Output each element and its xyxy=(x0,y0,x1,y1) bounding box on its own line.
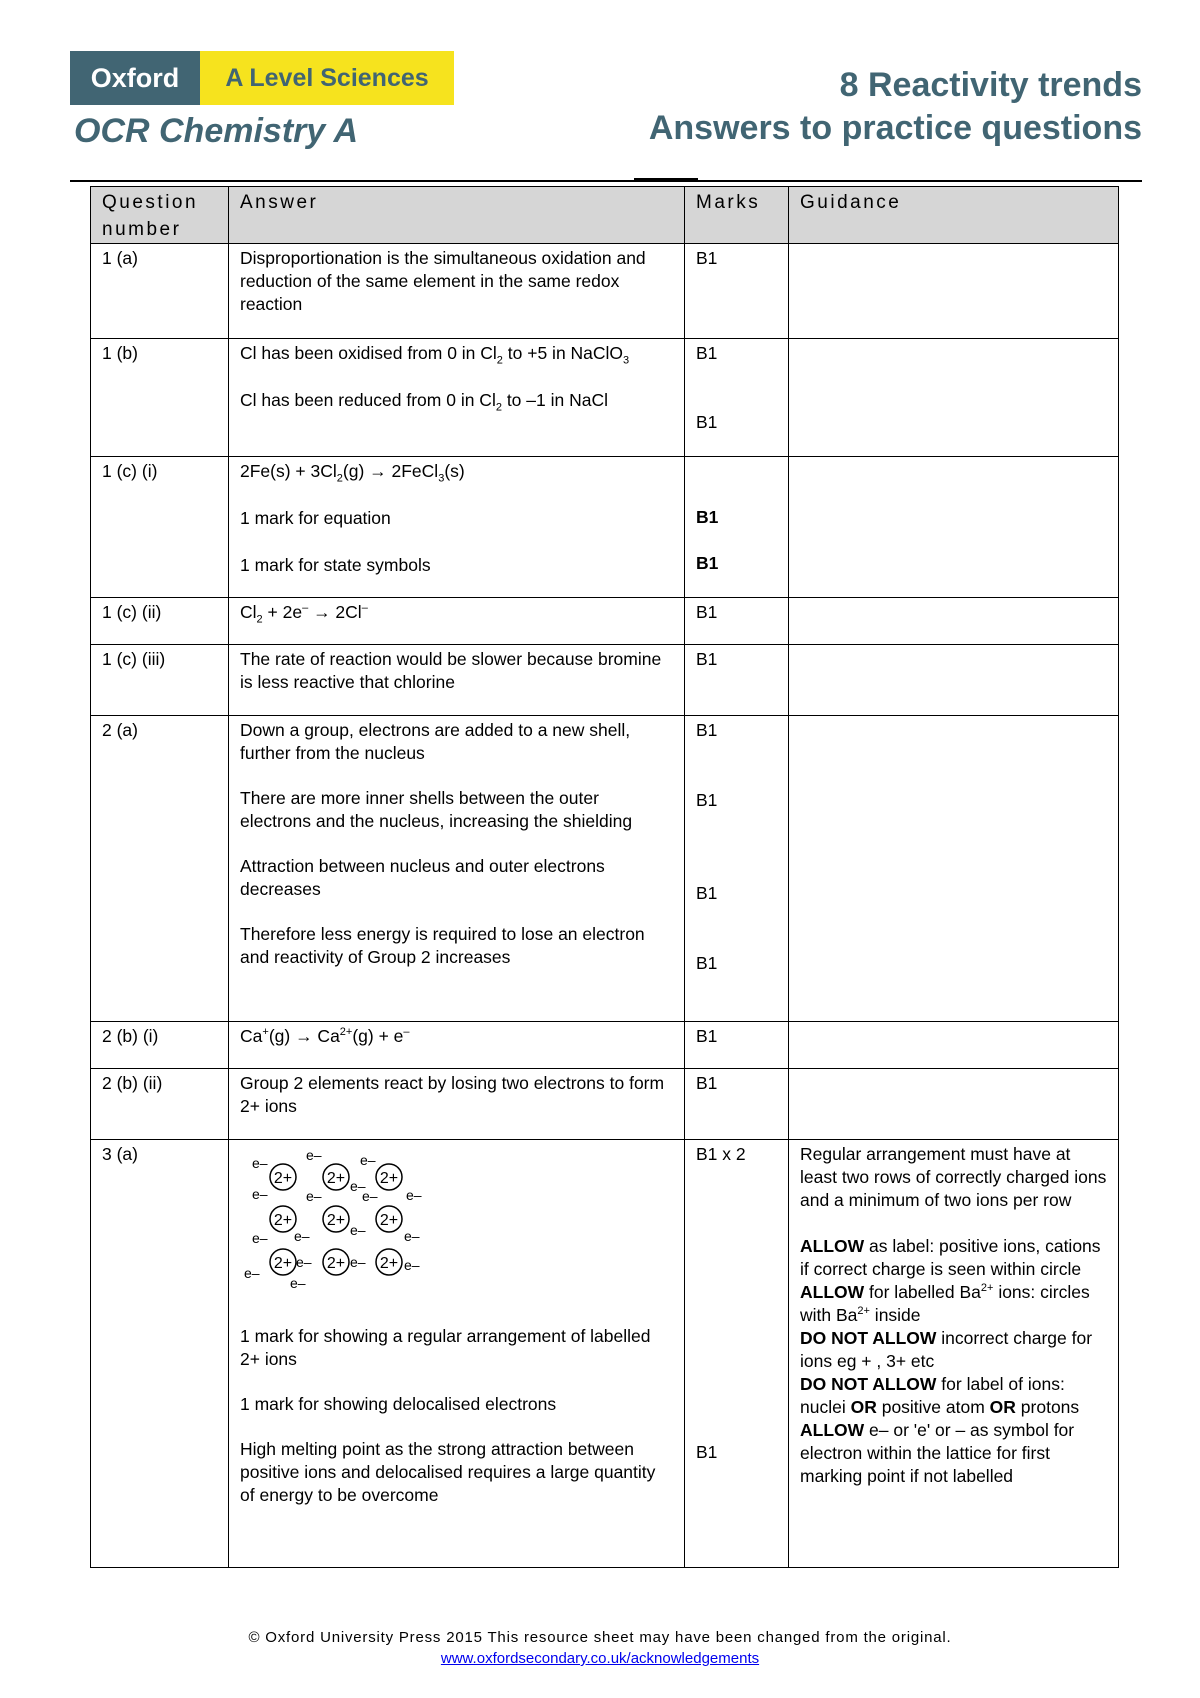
electron: e– xyxy=(252,1230,268,1246)
electron: e– xyxy=(404,1228,420,1244)
question-number: 1 (c) (ii) xyxy=(91,598,229,645)
table-row xyxy=(91,645,1119,716)
ion xyxy=(323,1206,349,1232)
ion xyxy=(376,1206,402,1232)
question-number: 2 (b) (i) xyxy=(91,1022,229,1069)
answer-point: Cl has been oxidised from 0 in $Cl_2$ to +5 in NaClO$_3$ xyxy=(240,343,630,367)
marks-cell: B1 xyxy=(685,645,789,716)
table-row xyxy=(91,457,1119,598)
table-row xyxy=(91,1069,1119,1140)
svg-text:2+: 2+ xyxy=(379,1255,399,1272)
guidance-cell xyxy=(789,1069,1119,1140)
table-row xyxy=(91,598,1119,645)
answer-cell: Group 2 elements react by losing two electrons to form 2+ ions xyxy=(229,1069,685,1140)
svg-text:2+: 2+ xyxy=(326,1212,346,1229)
acknowledgements-link[interactable]: www.oxfordsecondary.co.uk/acknowledgements xyxy=(440,1650,760,1667)
question-number: 1 (a) xyxy=(91,244,229,339)
header-divider xyxy=(70,180,1142,182)
electron: e– xyxy=(360,1152,376,1168)
header-guidance: Guidance xyxy=(789,187,1119,244)
marks-cell: B1 B1 B1 B1 xyxy=(685,716,789,1022)
document-title: Answers to practice questions xyxy=(648,109,1142,147)
answer-point: Cl has been reduced from 0 in $Cl_2$ to –1 in NaCl xyxy=(240,390,608,414)
electron: e– xyxy=(350,1222,366,1238)
guidance-cell xyxy=(789,457,1119,598)
header-marks: Marks xyxy=(685,187,789,244)
table-header-row xyxy=(91,187,1119,244)
ion xyxy=(323,1164,349,1190)
marks-cell: B1 xyxy=(685,244,789,339)
electron: e– xyxy=(362,1188,378,1204)
marks-cell: B1 B1 xyxy=(685,457,789,598)
table-row xyxy=(91,244,1119,339)
marks-cell: B1 B1 xyxy=(685,339,789,457)
svg-text:2+: 2+ xyxy=(273,1255,293,1272)
electron: e– xyxy=(294,1228,310,1244)
svg-text:2+: 2+ xyxy=(273,1212,293,1229)
equation: $2Fe(s) + 3Cl_2(g)$ → 2FeCl$_3$(s) xyxy=(240,461,465,485)
answer-cell: Down a group, electrons are added to a new shell, further from the nucleus There are more inner shells between the outer electrons and the nucleus, increasing the shielding Attraction between nucleus and outer electrons decreases Therefore less energy is required to lose an electron and reactivity of Group 2 increases xyxy=(229,716,685,1022)
guidance-cell xyxy=(789,1022,1119,1069)
ion xyxy=(270,1206,296,1232)
answer-cell: $Ca^+(g) \to Ca^{2+}(g) + e^-$ xyxy=(229,1022,685,1069)
marks-cell: B1 x 2 B1 xyxy=(685,1140,789,1568)
svg-text:2+: 2+ xyxy=(379,1212,399,1229)
course-title: OCR Chemistry A xyxy=(74,112,359,150)
question-number: 2 (a) xyxy=(91,716,229,1022)
answer-cell: $Cl_2 + 2e^- \to 2Cl^-$ xyxy=(229,598,685,645)
svg-text:2+: 2+ xyxy=(326,1170,346,1187)
answer-cell xyxy=(229,339,685,457)
answer-cell: Disproportionation is the simultaneous oxidation and reduction of the same element in the same redox reaction xyxy=(229,244,685,339)
guidance-cell xyxy=(789,598,1119,645)
chapter-title: 8 Reactivity trends xyxy=(839,66,1142,104)
ion xyxy=(376,1249,402,1275)
answer-cell: 2+ 2+ 2+ 2+ 2+ 2+ 2+ 2+ 2+ e– e– e– e– e– e– e– e– e– e– e– e– e– e– e– e– e– 1 mark for showing a regular arrangement of labelled 2+ ions 1 mark for showing delocalised electrons High melting point as the strong attraction between positive ions and delocalised requires a large quantity of energy to be overcome xyxy=(229,1140,685,1568)
ion xyxy=(270,1249,296,1275)
answer-cell: $2Fe(s) + 3Cl_2(g)$ → 2FeCl$_3$(s) 1 mark for equation 1 mark for state symbols xyxy=(229,457,685,598)
electron: e– xyxy=(404,1257,420,1273)
electron: e– xyxy=(306,1147,322,1163)
header-answer: Answer xyxy=(229,187,685,244)
question-number: 2 (b) (ii) xyxy=(91,1069,229,1140)
header-question-number: Question number xyxy=(91,187,229,244)
guidance-point: DO NOT ALLOW for label of ions: nuclei OR positive atom OR protons xyxy=(800,1374,1080,1417)
answer-cell: The rate of reaction would be slower because bromine is less reactive that chlorine xyxy=(229,645,685,716)
mark-scheme-table xyxy=(90,186,1119,1568)
marks-cell: B1 xyxy=(685,1069,789,1140)
guidance-point: DO NOT ALLOW incorrect charge for ions eg + , 3+ etc xyxy=(800,1328,1093,1371)
oxford-logo: Oxford xyxy=(70,51,200,105)
svg-text:2+: 2+ xyxy=(379,1170,399,1187)
ion xyxy=(376,1164,402,1190)
marks-cell: B1 xyxy=(685,598,789,645)
table-row xyxy=(91,339,1119,457)
electron: e– xyxy=(252,1155,268,1171)
table-row xyxy=(91,716,1119,1022)
guidance-cell: Regular arrangement must have at least two rows of correctly charged ions and a minimum of two ions per row ALLOW as label: positive ions, cations if correct charge is seen within circle ALLOW for labelled $Ba^{2+}$ ions: circles with $Ba^{2+}$ inside DO NOT ALLOW incorrect charge for ions eg + , 3+ etc DO NOT ALLOW for label of ions: nuclei OR positive atom OR protons ALLOW e– or 'e' or – as symbol for electron within the lattice for first marking point if not labelled xyxy=(789,1140,1119,1568)
header-divider-accent xyxy=(634,178,698,180)
svg-text:2+: 2+ xyxy=(273,1170,293,1187)
electron: e– xyxy=(306,1188,322,1204)
guidance-point: ALLOW as label: positive ions, cations if correct charge is seen within circle xyxy=(800,1236,1101,1279)
table-row xyxy=(91,1140,1119,1568)
question-number: 1 (c) (iii) xyxy=(91,645,229,716)
question-number: 3 (a) xyxy=(91,1140,229,1568)
electron: e– xyxy=(350,1178,366,1194)
a-level-sciences-logo: A Level Sciences xyxy=(200,51,454,105)
electron: e– xyxy=(252,1186,268,1202)
electron: e– xyxy=(244,1265,260,1281)
ion xyxy=(323,1249,349,1275)
guidance-point: ALLOW for labelled $Ba^{2+}$ ions: circles with $Ba^{2+}$ inside xyxy=(800,1282,1090,1325)
electron: e– xyxy=(296,1254,312,1270)
guidance-point: ALLOW e– or 'e' or – as symbol for electron within the lattice for first marking point if not labelled xyxy=(800,1420,1075,1486)
question-number: 1 (c) (i) xyxy=(91,457,229,598)
table-row xyxy=(91,1022,1119,1069)
guidance-cell xyxy=(789,244,1119,339)
electron: e– xyxy=(406,1187,422,1203)
guidance-cell xyxy=(789,645,1119,716)
marks-cell: B1 xyxy=(685,1022,789,1069)
guidance-cell xyxy=(789,716,1119,1022)
metallic-lattice-diagram xyxy=(240,1145,440,1305)
svg-text:2+: 2+ xyxy=(326,1255,346,1272)
ion xyxy=(270,1164,296,1190)
electron: e– xyxy=(290,1275,306,1291)
guidance-cell xyxy=(789,339,1119,457)
question-number: 1 (b) xyxy=(91,339,229,457)
electron: e– xyxy=(350,1254,366,1270)
footer-copyright: © Oxford University Press 2015 This resource sheet may have been changed from the original. xyxy=(248,1629,952,1646)
